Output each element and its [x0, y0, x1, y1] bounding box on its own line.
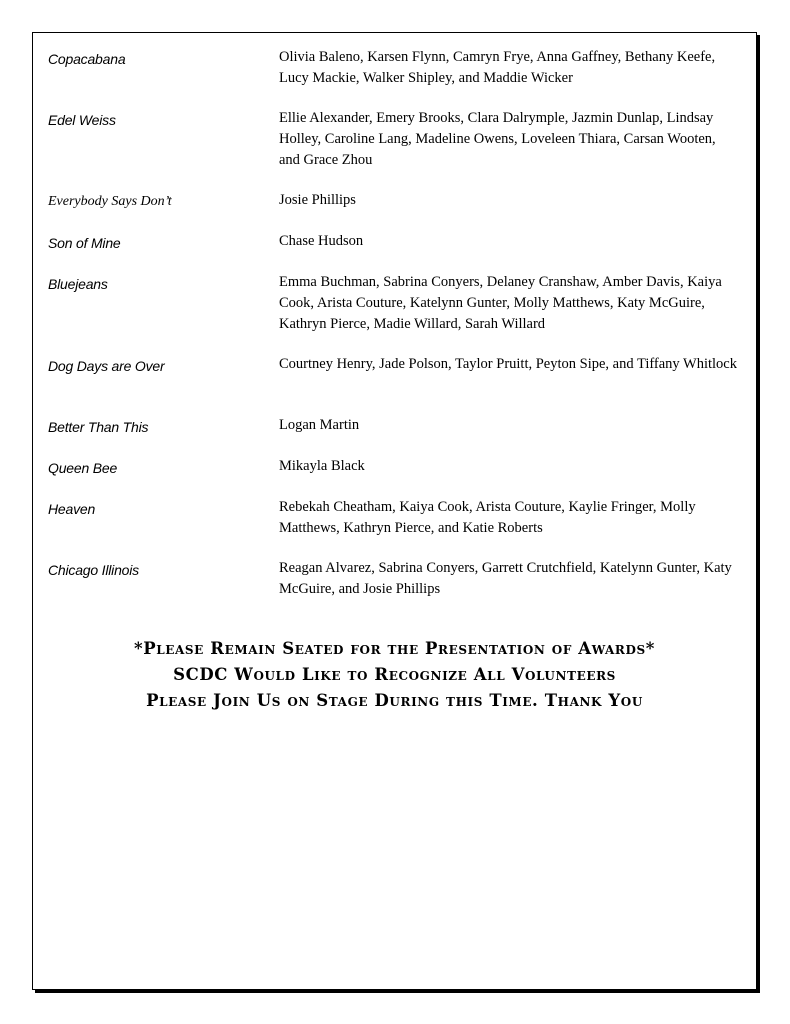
number-title: Queen Bee [48, 460, 118, 476]
program-row [48, 354, 738, 415]
program-row [48, 231, 738, 272]
announcement-line-stage: Please Join Us on Stage During this Time. Thank You [146, 691, 643, 710]
cast-list: Josie Phillips [279, 192, 356, 208]
program-row [48, 497, 738, 558]
program-row [48, 415, 738, 456]
number-title: Everybody Says Don’t [48, 194, 172, 209]
number-title: Heaven [48, 501, 96, 517]
number-title: Son of Mine [48, 235, 121, 251]
number-title: Bluejeans [48, 276, 108, 292]
program-row [48, 272, 738, 354]
program-list [48, 47, 738, 619]
program-row [48, 456, 738, 497]
announcement [32, 636, 757, 714]
cast-list: Rebekah Cheatham, Kaiya Cook, Arista Couture, Kaylie Fringer, Molly Matthews, Kathryn Pierce, and Katie Roberts [279, 499, 696, 536]
cast-list: Mikayla Black [279, 458, 365, 474]
number-title: Chicago Illinois [48, 562, 139, 578]
number-title: Copacabana [48, 51, 126, 67]
announcement-line-awards: *Please Remain Seated for the Presentation of Awards* [133, 639, 655, 658]
cast-list: Reagan Alvarez, Sabrina Conyers, Garrett Crutchfield, Katelynn Gunter, Katy McGuire, and Josie Phillips [279, 560, 732, 597]
number-title: Better Than This [48, 419, 149, 435]
cast-list: Logan Martin [279, 417, 360, 433]
cast-list: Olivia Baleno, Karsen Flynn, Camryn Frye, Anna Gaffney, Bethany Keefe, Lucy Mackie, Walker Shipley, and Maddie Wicker [279, 49, 716, 86]
program-row [48, 558, 738, 619]
cast-list: Courtney Henry, Jade Polson, Taylor Pruitt, Peyton Sipe, and Tiffany Whitlock [279, 356, 737, 372]
cast-list: Chase Hudson [279, 233, 364, 249]
cast-list: Ellie Alexander, Emery Brooks, Clara Dalrymple, Jazmin Dunlap, Lindsay Holley, Caroline Lang, Madeline Owens, Loveleen Thiara, Carsan Wooten, and Grace Zhou [279, 110, 716, 168]
number-title: Edel Weiss [48, 112, 116, 128]
announcement-line-volunteers: SCDC Would Like to Recognize All Volunteers [173, 665, 616, 684]
cast-list: Emma Buchman, Sabrina Conyers, Delaney Cranshaw, Amber Davis, Kaiya Cook, Arista Couture, Katelynn Gunter, Molly Matthews, Katy McGuire, Kathryn Pierce, Madie Willard, Sarah Willard [279, 274, 722, 332]
program-row [48, 108, 738, 190]
program-row [48, 47, 738, 108]
number-title: Dog Days are Over [48, 358, 165, 374]
program-row [48, 190, 738, 231]
